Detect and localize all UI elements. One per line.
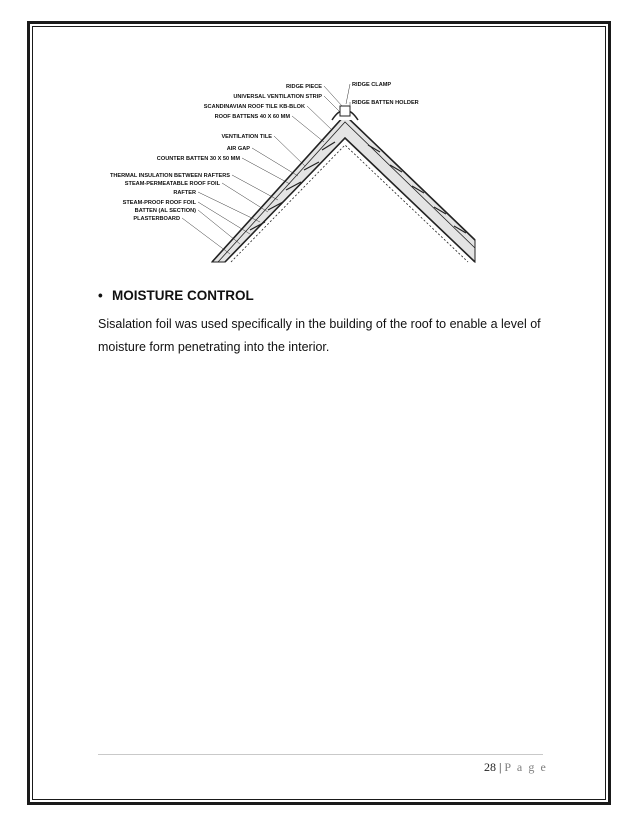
label-steam-permeable-foil: STEAM-PERMEATABLE ROOF FOIL xyxy=(124,181,220,187)
label-ridge-clamp: RIDGE CLAMP xyxy=(352,82,392,88)
label-universal-ventilation-strip: UNIVERSAL VENTILATION STRIP xyxy=(233,94,322,100)
label-scandinavian-roof-tile: SCANDINAVIAN ROOF TILE KB-BLOK xyxy=(203,104,305,110)
label-air-gap: AIR GAP xyxy=(226,146,250,152)
label-ridge-batten-holder: RIDGE BATTEN HOLDER xyxy=(352,100,419,106)
roof-section-diagram xyxy=(100,70,480,270)
label-ridge-piece: RIDGE PIECE xyxy=(285,84,322,90)
diagram-right-labels xyxy=(352,82,419,106)
section-heading xyxy=(98,288,254,303)
label-plasterboard: PLASTERBOARD xyxy=(133,216,180,222)
section-paragraph: Sisalation foil was used specifically in the building of the roof to enable a level of moisture form penetrating into the interior. xyxy=(98,317,541,354)
label-counter-batten: COUNTER BATTEN 30 X 50 MM xyxy=(156,156,240,162)
label-thermal-insulation: THERMAL INSULATION BETWEEN RAFTERS xyxy=(109,173,230,179)
label-ventilation-tile: VENTILATION TILE xyxy=(221,134,272,140)
page-footer xyxy=(484,760,548,775)
footer-divider xyxy=(98,754,543,755)
bullet-icon: • xyxy=(98,288,103,303)
section-heading-text: MOISTURE CONTROL xyxy=(112,288,254,303)
label-batten-al-section: BATTEN (AL SECTION) xyxy=(134,208,196,214)
label-rafter: RAFTER xyxy=(173,190,196,196)
page-number: 28 xyxy=(484,760,496,774)
page-label: P a g e xyxy=(504,760,548,774)
label-steam-proof-foil: STEAM-PROOF ROOF FOIL xyxy=(122,200,196,206)
footer-separator: | xyxy=(499,760,502,774)
label-roof-battens: ROOF BATTENS 40 X 60 MM xyxy=(214,114,290,120)
